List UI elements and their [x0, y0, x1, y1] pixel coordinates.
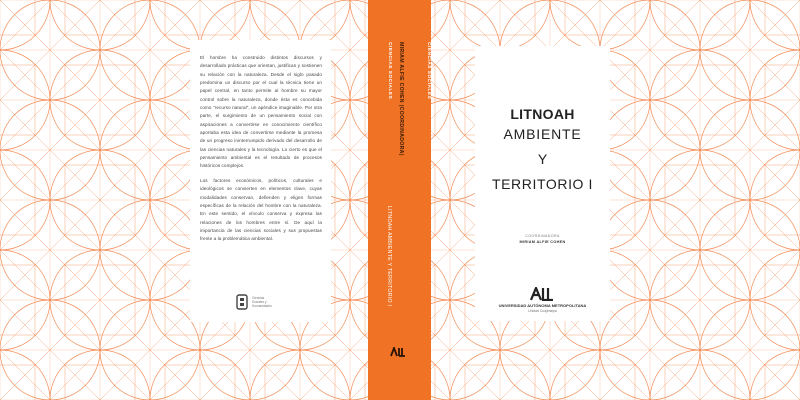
- spine-author: MIRIAM ALFIE COHEN (COORDINADORA): [398, 42, 404, 156]
- title-line: Y: [537, 151, 548, 167]
- university-unit: Unidad Cuajimalpa: [528, 309, 557, 313]
- csh-logo-text: Ciencias Sociales y Humanidades: [252, 296, 272, 308]
- csh-logo-icon: [236, 294, 248, 310]
- title-line: AMBIENTE: [503, 126, 582, 142]
- back-cover-panel: [190, 40, 331, 322]
- coordinator-role: COORDINADORA: [525, 234, 560, 238]
- front-cover-panel: [475, 46, 610, 321]
- spine-series-label: CIENCIAS SOCIALES: [426, 42, 431, 100]
- title-line: TERRITORIO I: [491, 176, 594, 192]
- spine-title: LITNOAH AMBIENTE Y TERRITORIO I: [386, 206, 392, 307]
- blurb-paragraph: Los factores económicos, políticos, culturales e ideológicos se convierten en elementos clave, cuyas modalidades conservan, defienden y eligen formas específicas de la relación del hombre con la naturaleza. En este sentido, el vínculo conserva y expresa las relaciones de los hombres entre sí. De aquí la importancia de las ciencias sociales y sus propuestas frente a la problemática ambiental.: [200, 177, 322, 242]
- university-name: UNIVERSIDAD AUTÓNOMA METROPOLITANA: [498, 303, 587, 308]
- title-line: LITNOAH: [510, 106, 575, 122]
- blurb-paragraph: El hombre ha construido distintos discursos y desarrollado prácticas que orientan, justifican y sostienen su relación con la naturaleza. Desde el siglo pasado predomina un discurso por el cual la técnica tiene un papel central, en tanto permite al hombre su mayor control sobre la naturaleza, donde ésta es concebida como “recurso natural”, un apéndice imaginable. Por otra parte, el surgimiento de un pensamiento social con aspiraciones a convertirse en conocimiento científico aportaba esta idea de convertirse mediante la promesa de un progreso ininterrumpido derivado del desarrollo de las ciencias naturales y la tecnología. Lo cierto es que el pensamiento ambiental es el resultado de procesos históricos complejos.: [200, 55, 322, 169]
- csh-logo: [236, 294, 282, 310]
- uam-spine-logo-icon: [390, 347, 406, 357]
- coordinator-name: MIRIAM ALFIE COHEN: [519, 240, 566, 244]
- uam-logo-icon: [530, 287, 554, 301]
- back-cover-blurb: [200, 54, 322, 244]
- spine-series-label: CIENCIAS SOCIALES: [387, 42, 392, 100]
